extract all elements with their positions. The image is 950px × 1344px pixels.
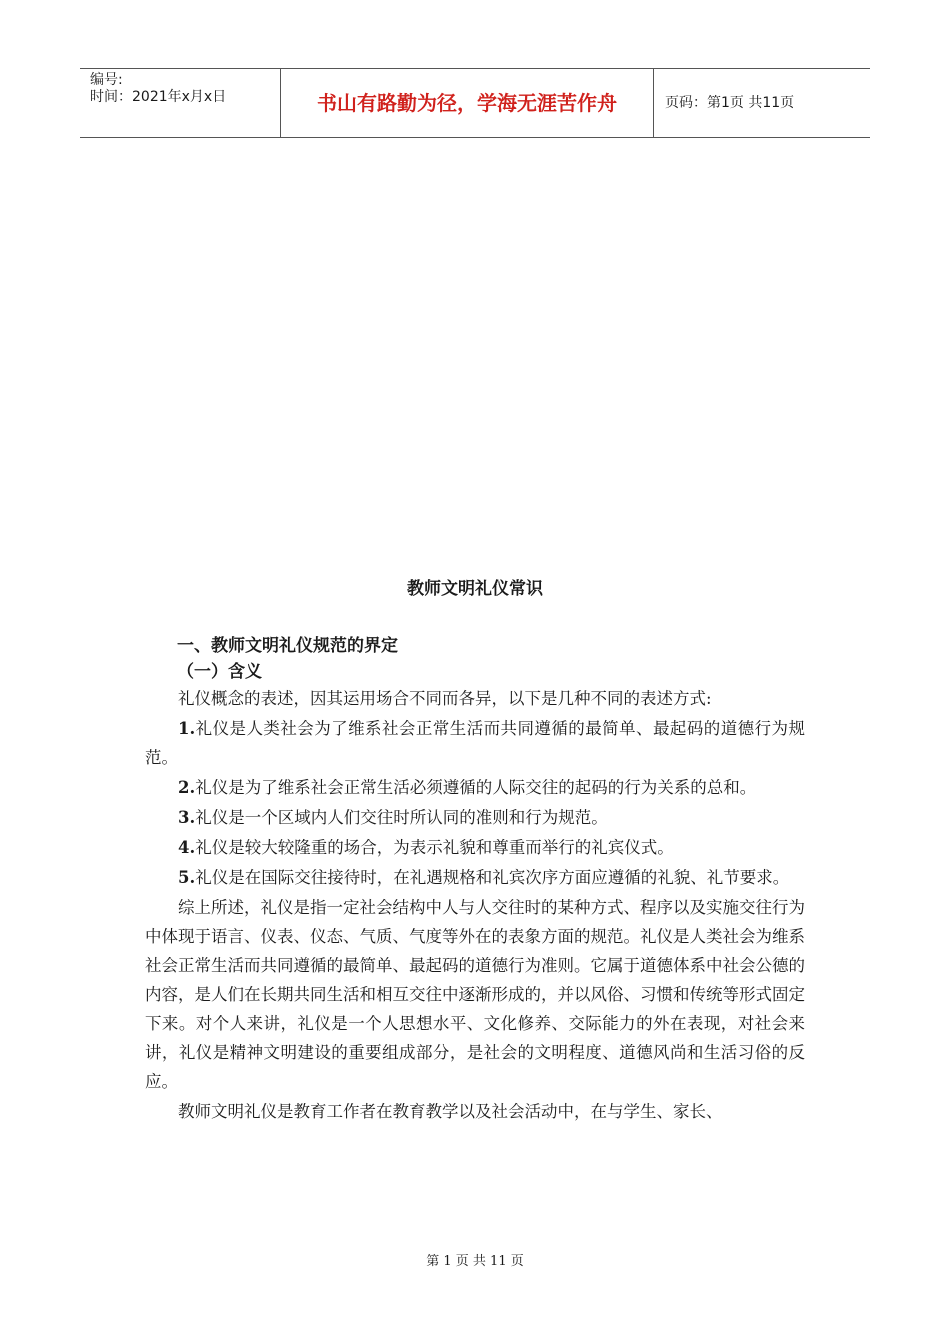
- intro-paragraph: 礼仪概念的表述，因其运用场合不同而各异，以下是几种不同的表述方式:: [178, 689, 712, 708]
- item-text: 礼仪是在国际交往接待时，在礼遇规格和礼宾次序方面应遵循的礼貌、礼节要求。: [195, 868, 790, 887]
- last-paragraph: 教师文明礼仪是教育工作者在教育教学以及社会活动中，在与学生、家长、: [178, 1102, 723, 1121]
- number-label: 编号:: [90, 72, 123, 88]
- header-meta-cell: [80, 69, 281, 137]
- list-item: [145, 714, 805, 772]
- item-number: 4.: [178, 838, 196, 857]
- item-number: 2.: [178, 778, 196, 797]
- item-number: 1.: [178, 719, 196, 738]
- document-header-table: [80, 68, 870, 138]
- list-item: [145, 833, 805, 862]
- summary-paragraph: 综上所述，礼仪是指一定社会结构中人与人交往时的某种方式、程序以及实施交往行为中体现于语言、仪表、仪态、气质、气度等外在的表象方面的规范。礼仪是人类社会为维系社会正常生活而共同遵循的最简单、最起码的道德行为准则。它属于道德体系中社会公德的内容，是人们在长期共同生活和相互交往中逐渐形成的，并以风俗、习惯和传统等形式固定下来。对个人来讲，礼仪是一个人思想水平、文化修养、交际能力的外在表现，对社会来讲，礼仪是精神文明建设的重要组成部分，是社会的文明程度、道德风尚和生活习俗的反应。: [145, 898, 805, 1091]
- item-text: 礼仪是一个区域内人们交往时所认同的准则和行为规范。: [195, 808, 608, 827]
- item-text: 礼仪是人类社会为了维系社会正常生活而共同遵循的最简单、最起码的道德行为规范。: [145, 719, 805, 767]
- document-title: 教师文明礼仪常识: [407, 579, 543, 599]
- time-label: 时间：2021年x月x日: [90, 89, 227, 105]
- item-number: 5.: [178, 868, 196, 887]
- item-text: 礼仪是较大较隆重的场合，为表示礼貌和尊重而举行的礼宾仪式。: [195, 838, 674, 857]
- list-item: [145, 803, 805, 832]
- item-text: 礼仪是为了维系社会正常生活必须遵循的人际交往的起码的行为关系的总和。: [195, 778, 757, 797]
- header-page-info: 页码：第1页 共11页: [665, 95, 795, 111]
- list-item: [145, 773, 805, 802]
- section-heading: 一、教师文明礼仪规范的界定: [177, 636, 398, 656]
- page-footer: 第 1 页 共 11 页: [426, 1254, 524, 1269]
- section-subheading: （一）含义: [177, 662, 262, 682]
- list-item: [145, 863, 805, 892]
- document-body: [145, 684, 805, 1126]
- item-number: 3.: [178, 808, 196, 827]
- header-motto: 书山有路勤为径，学海无涯苦作舟: [281, 69, 654, 137]
